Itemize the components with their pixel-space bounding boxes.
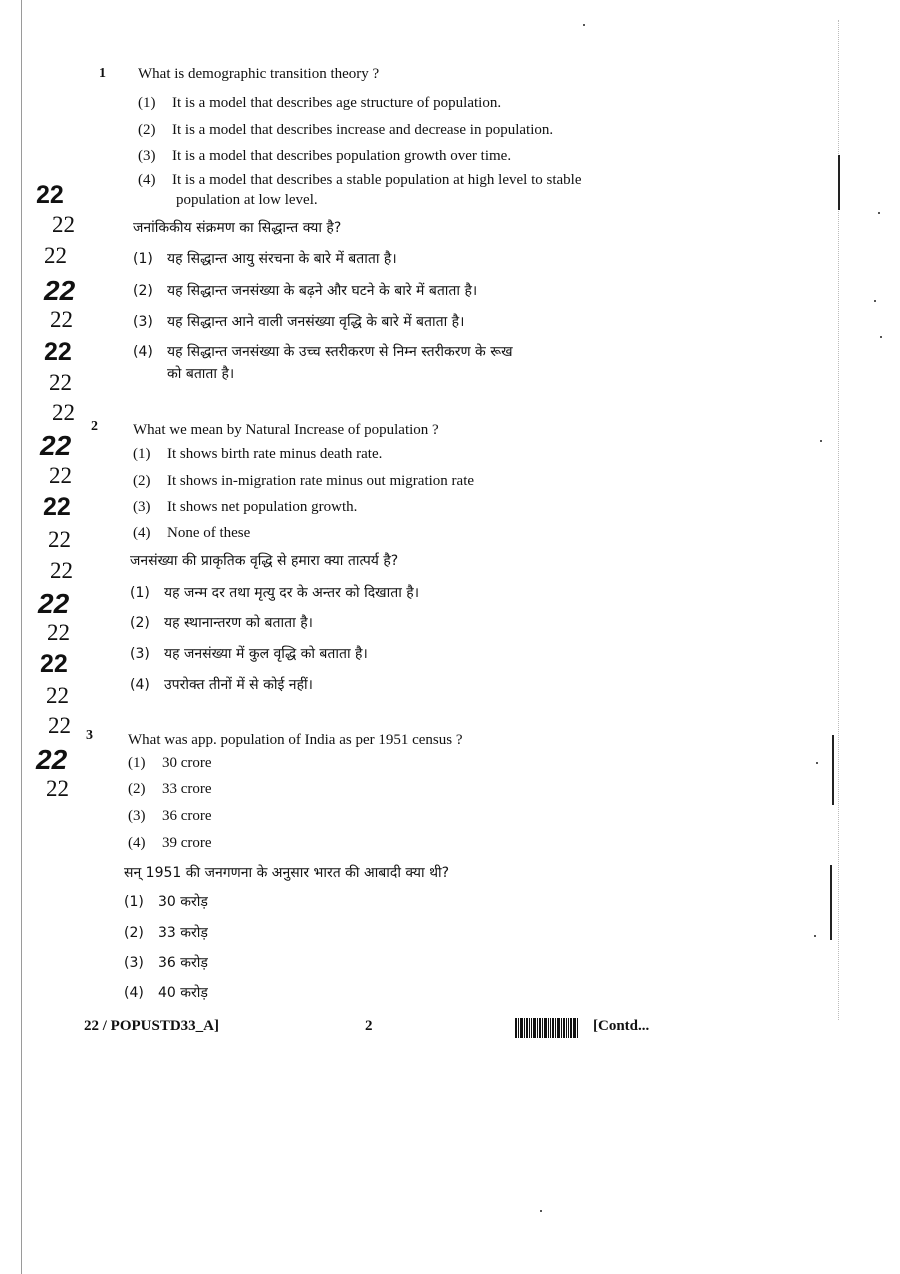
margin-number: 22: [46, 776, 69, 801]
margin-number: 22: [40, 430, 72, 461]
option-hi: [124, 985, 208, 1002]
option-text: It is a model that describes age structure of population.: [172, 95, 502, 111]
margin-number: 22: [36, 181, 64, 209]
option-number: (3): [128, 808, 146, 824]
question-text-hi: जनसंख्या की प्राकृतिक वृद्धि से हमारा क्या तात्पर्य है?: [130, 553, 399, 569]
option-number: (1): [133, 446, 151, 462]
question-number: 2: [91, 419, 98, 434]
option-number: (3): [133, 314, 153, 330]
scan-mark: [830, 865, 832, 940]
margin-number: 22: [40, 650, 68, 678]
question-text-en: What is demographic transition theory ?: [138, 66, 380, 82]
option-number: (3): [133, 499, 151, 515]
option-text: यह सिद्धान्त आने वाली जनसंख्या वृद्धि के बारे में बताता है।: [167, 314, 465, 330]
option-number: (4): [124, 985, 144, 1001]
option-en: [138, 95, 501, 112]
scan-speck: [816, 762, 818, 764]
option-en: [133, 446, 382, 463]
option-number: (3): [138, 148, 156, 164]
option-number: (3): [130, 646, 150, 662]
option-hi: [130, 615, 313, 632]
option-hi: [130, 585, 419, 602]
option-text: यह सिद्धान्त जनसंख्या के उच्च स्तरीकरण से निम्न स्तरीकरण के रूख: [167, 344, 513, 360]
option-text: It shows birth rate minus death rate.: [167, 446, 383, 462]
scan-speck: [820, 440, 822, 442]
option-text: यह जनसंख्या में कुल वृद्धि को बताता है।: [164, 646, 368, 662]
margin-number: 22: [50, 558, 73, 583]
option-text: उपरोक्त तीनों में से कोई नहीं।: [164, 677, 313, 693]
question-number: 3: [86, 728, 93, 743]
option-en: [128, 755, 212, 772]
margin-number: 22: [47, 620, 70, 645]
option-number: (2): [130, 615, 150, 631]
option-text: 33 crore: [162, 781, 212, 797]
option-hi: [133, 283, 477, 300]
option-en: [128, 808, 212, 825]
scan-speck: [540, 1210, 542, 1212]
question-text-hi: जनांकिकीय संक्रमण का सिद्धान्त क्या है?: [133, 220, 342, 236]
option-text: It is a model that describes increase and decrease in population.: [172, 122, 554, 138]
option-number: (4): [133, 344, 153, 360]
scan-left-edge: [21, 0, 22, 1274]
option-hi: [130, 677, 313, 694]
question-number: 1: [99, 66, 106, 81]
option-hi: [124, 955, 208, 972]
option-number: (1): [138, 95, 156, 111]
option-number: (4): [138, 172, 156, 188]
margin-number: 22: [36, 744, 68, 775]
option-en: [128, 781, 212, 798]
option-text: 33 करोड़: [158, 925, 208, 941]
option-en: [138, 148, 511, 165]
option-text: 36 करोड़: [158, 955, 208, 971]
margin-number: 22: [44, 243, 67, 268]
margin-number: 22: [44, 275, 76, 306]
option-text: 30 करोड़: [158, 894, 208, 910]
option-text: It shows in-migration rate minus out migration rate: [167, 473, 475, 489]
margin-number: 22: [50, 307, 73, 332]
option-text: It is a model that describes population growth over time.: [172, 148, 512, 164]
option-en: [138, 122, 553, 139]
option-text: 39 crore: [162, 835, 212, 851]
margin-number: 22: [48, 527, 71, 552]
option-hi: [133, 314, 464, 331]
option-number: (1): [130, 585, 150, 601]
scan-mark: [832, 735, 834, 805]
question-text-hi: सन् 1951 की जनगणना के अनुसार भारत की आबादी क्या थी?: [124, 865, 450, 881]
option-number: (1): [124, 894, 144, 910]
option-number: (4): [128, 835, 146, 851]
option-text: It shows net population growth.: [167, 499, 358, 515]
margin-number: 22: [52, 400, 75, 425]
option-hi: [130, 646, 368, 663]
option-text: None of these: [167, 525, 251, 541]
option-text: 40 करोड़: [158, 985, 208, 1001]
option-hi: [124, 925, 208, 942]
option-text: 36 crore: [162, 808, 212, 824]
option-number: (1): [128, 755, 146, 771]
scan-speck: [814, 935, 816, 937]
option-text: 30 crore: [162, 755, 212, 771]
option-en: [128, 835, 212, 852]
option-hi: [133, 251, 397, 268]
option-en: [133, 473, 474, 490]
margin-number: 22: [52, 212, 75, 237]
margin-number: 22: [49, 463, 72, 488]
option-hi: [133, 344, 513, 361]
margin-number: 22: [48, 713, 71, 738]
scan-speck: [874, 300, 876, 302]
option-text: यह स्थानान्तरण को बताता है।: [164, 615, 313, 631]
option-number: (2): [138, 122, 156, 138]
option-number: (3): [124, 955, 144, 971]
scan-speck: [880, 336, 882, 338]
option-en: [138, 172, 581, 189]
option-hi-continued: को बताता है।: [167, 366, 235, 382]
margin-number: 22: [49, 370, 72, 395]
option-number: (2): [133, 283, 153, 299]
option-text: यह जन्म दर तथा मृत्यु दर के अन्तर को दिखाता है।: [164, 585, 420, 601]
scan-speck: [583, 24, 585, 26]
option-hi: [124, 894, 208, 911]
option-number: (1): [133, 251, 153, 267]
margin-number: 22: [46, 683, 69, 708]
option-en: [133, 525, 250, 542]
page-number: 2: [365, 1018, 373, 1034]
option-number: (2): [128, 781, 146, 797]
barcode-icon: [515, 1018, 585, 1038]
option-number: (4): [130, 677, 150, 693]
option-number: (4): [133, 525, 151, 541]
option-text: यह सिद्धान्त आयु संरचना के बारे में बताता है।: [167, 251, 397, 267]
option-number: (2): [124, 925, 144, 941]
paper-code: 22 / POPUSTD33_A]: [84, 1018, 219, 1034]
scan-speck: [878, 212, 880, 214]
continued-label: [Contd...: [593, 1018, 650, 1034]
option-number: (2): [133, 473, 151, 489]
margin-number: 22: [44, 338, 72, 366]
scan-mark: [838, 155, 840, 210]
margin-number: 22: [38, 588, 70, 619]
option-text: It is a model that describes a stable population at high level to stable: [172, 172, 582, 188]
option-en: [133, 499, 357, 516]
question-text-en: What was app. population of India as per 1951 census ?: [128, 732, 463, 748]
question-text-en: What we mean by Natural Increase of population ?: [133, 422, 439, 438]
margin-number: 22: [43, 493, 71, 521]
option-text: यह सिद्धान्त जनसंख्या के बढ़ने और घटने के बारे में बताता है।: [167, 283, 478, 299]
option-en-continued: population at low level.: [176, 192, 318, 208]
